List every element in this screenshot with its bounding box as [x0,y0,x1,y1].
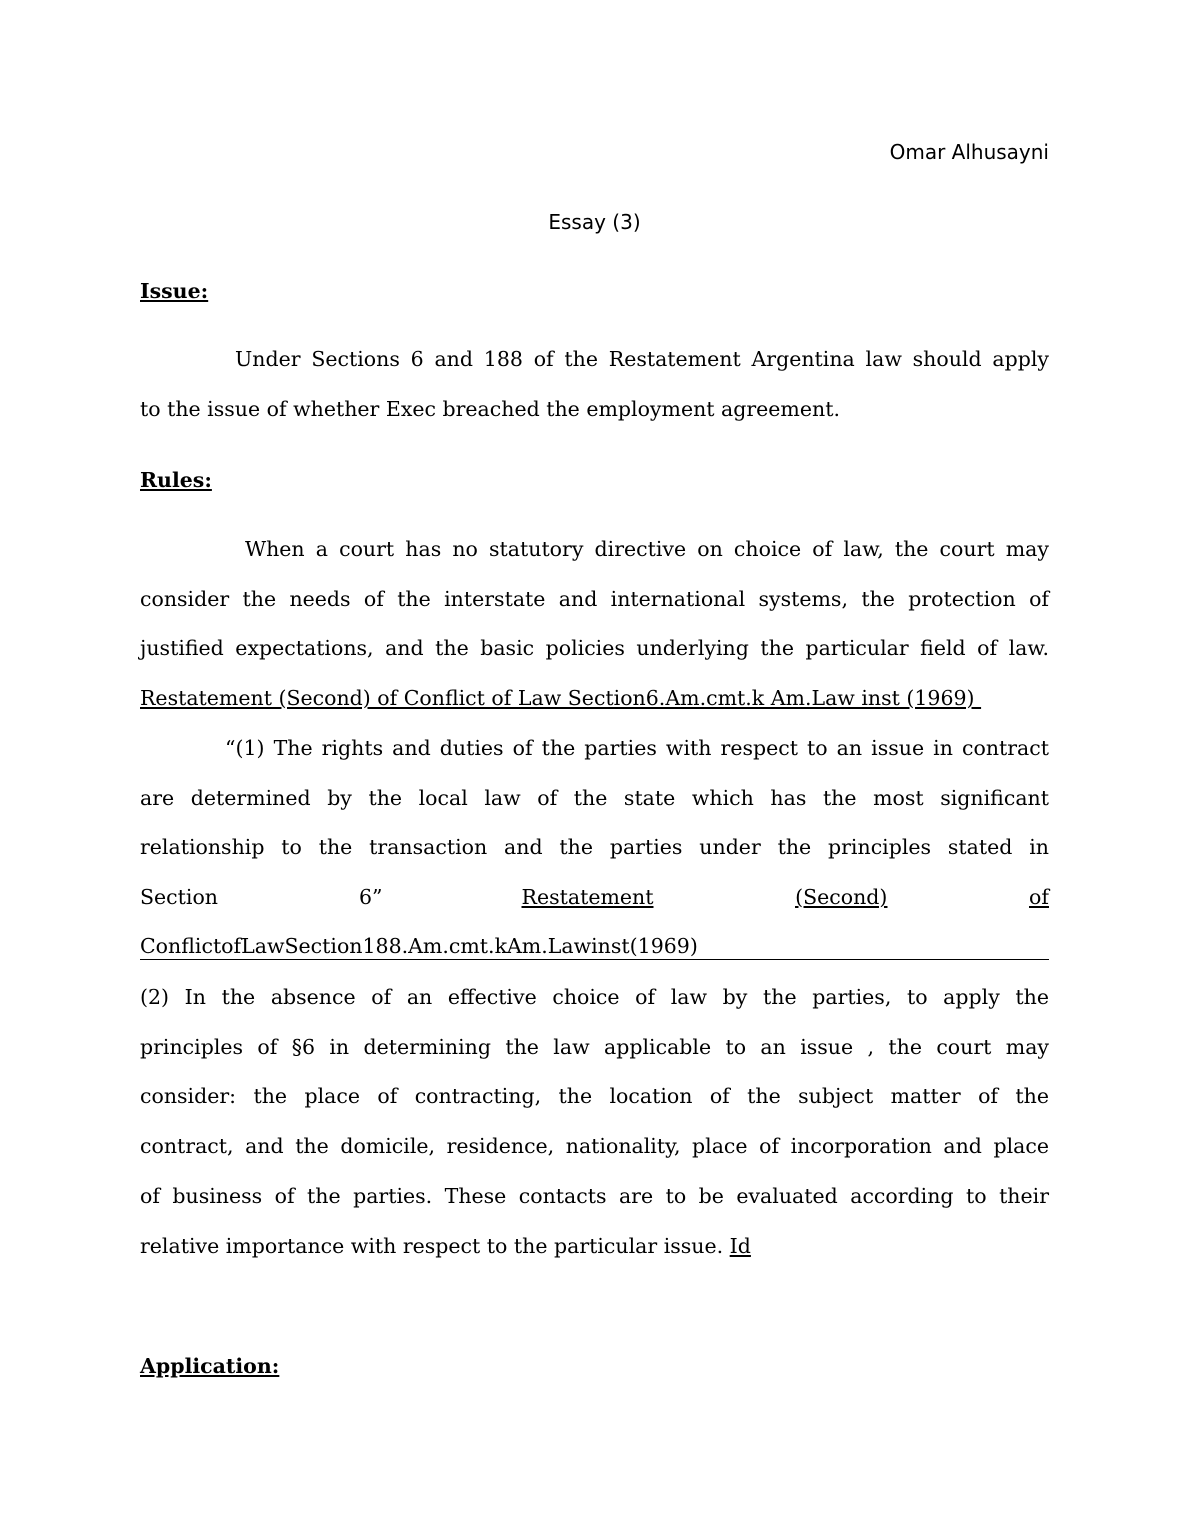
rules-p3-line-3: consider: the place of contracting, the location of the subject matter of the [140,1084,1049,1108]
section-number: 6” [359,885,383,909]
essay-title: Essay (3) [548,210,641,234]
rules-p2-line-1: “(1) The rights and duties of the parties with respect to an issue in contract [225,736,1049,760]
cite-word-of: of [1029,885,1049,909]
cite-word-second: (Second) [795,885,888,909]
rules-p1-line-1: When a court has no statutory directive on choice of law, the court may [245,537,1049,561]
rules-p1-line-3: justified expectations, and the basic policies underlying the particular field of law. [140,636,1049,660]
cite-word-restatement: Restatement [521,885,654,909]
issue-heading: Issue: [140,279,209,303]
id-citation: Id [729,1234,751,1258]
section-word: Section [140,885,218,909]
rules-p3-line-5: of business of the parties. These contacts are to be evaluated according to their [140,1184,1049,1208]
citation-section-188-start [383,883,1049,911]
issue-line-2: to the issue of whether Exec breached the employment agreement. [140,397,840,421]
rules-heading: Rules: [140,468,212,492]
citation-section-6: Restatement (Second) of Conflict of Law Section6.Am.cmt.k Am.Law inst (1969) [140,686,982,710]
citation-section-188: ConflictofLawSection188.Am.cmt.kAm.Lawinst(1969) [140,933,1049,960]
rules-p3-line-2: principles of §6 in determining the law applicable to an issue , the court may [140,1035,1049,1059]
rules-p1-line-2: consider the needs of the interstate and international systems, the protection of [140,587,1049,611]
rules-p2-line-2: are determined by the local law of the state which has the most significant [140,786,1049,810]
application-heading: Application: [140,1354,280,1378]
rules-p3-line-4: contract, and the domicile, residence, nationality, place of incorporation and place [140,1134,1049,1158]
author-name: Omar Alhusayni [889,140,1049,164]
rules-p2-line-4 [140,883,1049,911]
issue-line-1: Under Sections 6 and 188 of the Restatement Argentina law should apply [235,347,1049,371]
rules-p3-line-1: (2) In the absence of an effective choice of law by the parties, to apply the [140,985,1049,1009]
rules-p2-line-3: relationship to the transaction and the parties under the principles stated in [140,835,1049,859]
rules-p3-last-text: relative importance with respect to the particular issue. [140,1234,724,1258]
rules-p3-line-6 [140,1232,1049,1260]
